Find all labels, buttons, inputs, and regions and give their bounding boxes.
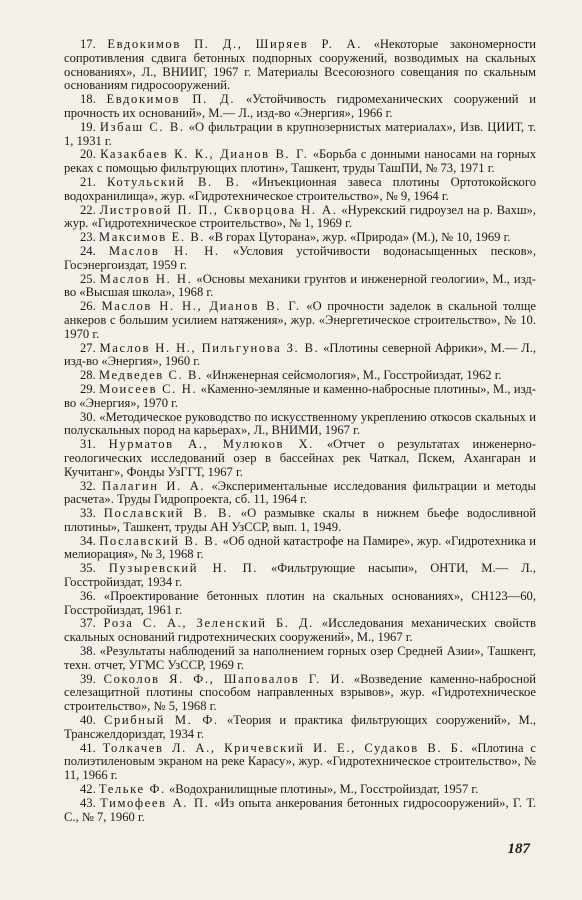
reference-item bbox=[64, 535, 536, 563]
reference-text: «Теория и практика фильтрующих сооружений», М., Трансжелдориздат, 1934 г. bbox=[64, 713, 536, 741]
reference-authors: Котульский В. В. bbox=[107, 174, 241, 189]
reference-text: «Водохранилищные плотины», М., Госстройиздат, 1957 г. bbox=[168, 782, 479, 797]
reference-item bbox=[64, 93, 536, 121]
reference-authors: Нурматов А., Мулюков Х. bbox=[108, 437, 314, 452]
reference-authors: Максимов Е. В. bbox=[98, 230, 206, 245]
reference-item bbox=[64, 590, 536, 618]
reference-item bbox=[64, 342, 536, 370]
reference-authors: Маслов Н. Н. bbox=[108, 243, 220, 258]
reference-item bbox=[64, 438, 536, 479]
reference-text: «Каменно-земляные и каменно-набросные плотины», М., изд-во «Энергия», 1970 г. bbox=[64, 381, 536, 410]
reference-text: «Отчет о результатах инженерно-геологических исследований озер в бассейнах рек Чаткал, Пскем, Ахангаран и Кучитанг», Фонды УзГГТ, 1967 г. bbox=[64, 437, 536, 479]
reference-text: «Результаты наблюдений за наполнением горных озер Средней Азии», Ташкент, техн. отчет, УГМС УзССР, 1969 г. bbox=[64, 644, 537, 672]
reference-text: «Из опыта анкерования бетонных гидросооружений», Г. Т. С., № 7, 1960 г. bbox=[64, 795, 536, 824]
reference-number: 31. bbox=[80, 437, 96, 452]
reference-number: 27. bbox=[80, 340, 96, 355]
reference-number: 34. bbox=[80, 533, 96, 548]
reference-item bbox=[64, 148, 536, 176]
reference-text: «Инъекционная завеса плотины Ортотокойского водохранилища», жур. «Гидротехническое строительство», № 9, 1964 г. bbox=[64, 174, 536, 203]
reference-item bbox=[64, 176, 536, 204]
reference-item bbox=[64, 245, 536, 273]
reference-item bbox=[64, 383, 536, 411]
reference-item bbox=[64, 121, 536, 149]
reference-authors: Маслов Н. Н. bbox=[99, 271, 193, 286]
reference-authors: Срибный М. Ф. bbox=[104, 713, 219, 728]
reference-text: «Некоторые закономерности сопротивления сдвига бетонных подпорных сооружений, возводимых на скальных основаниях», Л., ВНИИГ, 1967 г. Материалы Всесоюзного совещания по скальным основаниям гидросооружений. bbox=[64, 37, 536, 93]
reference-item bbox=[64, 369, 536, 383]
reference-text: «О прочности заделок в скальной толще анкеров с большим усилием натяжения», жур. «Энергетическое строительство», № 10. 1970 г. bbox=[64, 299, 536, 341]
reference-text: «О фильтрации в крупнозернистых материалах», Изв. ЦИИТ, т. 1, 1931 г. bbox=[64, 119, 536, 148]
reference-authors: Тельке Ф. bbox=[98, 782, 166, 797]
reference-authors: Маслов Н. Н., Пильгунова З. В. bbox=[99, 340, 320, 355]
reference-text: «Методическое руководство по искусственному укреплению откосов скальных и полускальных пород на карьерах», Л., ВНИМИ, 1967 г. bbox=[64, 409, 536, 438]
reference-item bbox=[64, 300, 536, 341]
reference-text: «Борьба с донными наносами на горных реках с помощью фильтрующих плотин», Ташкент, труды ТашПИ, № 73, 1971 г. bbox=[64, 147, 537, 176]
reference-text: «Условия устойчивости водонасыщенных песков», Госэнергоиздат, 1959 г. bbox=[64, 243, 536, 272]
reference-number: 29. bbox=[80, 381, 96, 396]
reference-authors: Казакбаев К. К., Дианов В. Г. bbox=[100, 147, 309, 162]
reference-list bbox=[64, 38, 536, 824]
reference-item bbox=[64, 797, 536, 825]
reference-number: 37. bbox=[80, 616, 96, 631]
reference-number: 35. bbox=[80, 561, 96, 576]
reference-text: «Инженерная сейсмология», М., Госстройиздат, 1962 г. bbox=[205, 368, 502, 383]
reference-text: «Возведение каменно-набросной селезащитной плотины способом направленных взрывов», жур. «Гидротехническое строительство», № 5, 1968 г. bbox=[64, 671, 537, 714]
reference-item bbox=[64, 783, 536, 797]
reference-number: 32. bbox=[80, 478, 96, 493]
page-number: 187 bbox=[507, 841, 530, 857]
reference-authors: Тимофеев А. П. bbox=[100, 795, 210, 810]
reference-authors: Палагин И. А. bbox=[102, 478, 206, 493]
reference-item bbox=[64, 714, 536, 742]
reference-text: «Плотина с полиэтиленовым экраном на реке Карасу», жур. «Гидротехническое строительство», № 11, 1966 г. bbox=[64, 740, 536, 783]
reference-item bbox=[64, 562, 536, 590]
reference-item bbox=[64, 231, 536, 245]
reference-number: 36. bbox=[80, 588, 96, 603]
reference-authors: Маслов Н. Н., Дианов В. Г. bbox=[101, 299, 301, 314]
reference-number: 18. bbox=[80, 92, 96, 107]
reference-item bbox=[64, 38, 536, 93]
reference-number: 40. bbox=[80, 713, 96, 728]
reference-number: 33. bbox=[80, 506, 96, 521]
reference-number: 26. bbox=[80, 299, 96, 314]
reference-number: 28. bbox=[80, 368, 96, 383]
reference-text: «Исследования механических свойств скальных оснований гидротехнических сооружений», М., 1967 г. bbox=[64, 616, 536, 645]
reference-number: 23. bbox=[80, 230, 96, 245]
reference-text: «Фильтрующие насыпи», ОНТИ, М.— Л., Госстройиздат, 1934 г. bbox=[64, 561, 536, 590]
reference-item bbox=[64, 480, 536, 508]
reference-authors: Соколов Я. Ф., Шаповалов Г. И. bbox=[103, 671, 346, 686]
reference-authors: Пославский В. В. bbox=[99, 533, 220, 548]
reference-authors: Медведев С. В. bbox=[98, 368, 203, 383]
reference-item bbox=[64, 617, 536, 645]
reference-authors: Евдокимов П. Д. bbox=[106, 92, 236, 107]
reference-text: «Нурекский гидроузел на р. Вахш», жур. «Гидротехническое строительство», № 1, 1969 г. bbox=[64, 202, 537, 231]
reference-number: 42. bbox=[80, 782, 96, 797]
reference-text: «Устойчивость гидромеханических сооружений и прочность их оснований», М.— Л., изд-во «Энергия», 1966 г. bbox=[64, 92, 536, 120]
reference-item bbox=[64, 204, 536, 232]
reference-text: «О размывке скалы в нижнем бьефе водосливной плотины», Ташкент, труды АН УзССР, вып. 1, 1949. bbox=[64, 506, 536, 534]
reference-text: «Об одной катастрофе на Памире», жур. «Гидротехника и мелиорация», № 3, 1968 г. bbox=[64, 533, 536, 562]
reference-number: 17. bbox=[80, 37, 96, 51]
reference-item bbox=[64, 645, 536, 673]
reference-number: 20. bbox=[80, 147, 96, 162]
reference-authors: Толкачев Л. А., Кричевский И. Е., Судаков В. Б. bbox=[102, 740, 465, 755]
reference-number: 21. bbox=[80, 174, 96, 189]
reference-authors: Евдокимов П. Д., Ширяев Р. А. bbox=[107, 37, 362, 51]
reference-authors: Листровой П. П., Скворцова Н. А. bbox=[99, 202, 338, 217]
reference-number: 43. bbox=[80, 795, 96, 810]
reference-text: «Экспериментальные исследования фильтрации и методы расчета». Труды Гидропроекта, сб. 11, 1964 г. bbox=[64, 478, 536, 507]
reference-number: 38. bbox=[80, 644, 96, 659]
reference-authors: Моисеев С. Н. bbox=[99, 381, 198, 396]
reference-item bbox=[64, 273, 536, 301]
reference-number: 19. bbox=[80, 119, 96, 134]
reference-item bbox=[64, 507, 536, 535]
reference-authors: Роза С. А., Зеленский Б. Д. bbox=[103, 616, 314, 631]
reference-text: «Основы механики грунтов и инженерной геологии», М., изд-во «Высшая школа», 1968 г. bbox=[64, 271, 536, 300]
reference-item bbox=[64, 411, 536, 439]
reference-number: 24. bbox=[80, 243, 96, 258]
reference-text: «Плотины северной Африки», М.— Л., изд-во «Энергия», 1960 г. bbox=[64, 340, 537, 369]
reference-number: 41. bbox=[80, 740, 96, 755]
reference-number: 25. bbox=[80, 271, 96, 286]
reference-number: 22. bbox=[80, 202, 96, 217]
reference-item bbox=[64, 742, 536, 783]
reference-authors: Пузыревский Н. П. bbox=[108, 561, 259, 576]
reference-text: «В горах Цуторана», жур. «Природа» (М.), № 10, 1969 г. bbox=[208, 230, 511, 245]
reference-authors: Пославский В. В. bbox=[103, 506, 233, 521]
reference-text: «Проектирование бетонных плотин на скальных основаниях», СН123—60, Госстройиздат, 1961 г. bbox=[64, 588, 536, 617]
reference-number: 39. bbox=[80, 671, 96, 686]
reference-authors: Избаш С. В. bbox=[99, 119, 185, 134]
reference-number: 30. bbox=[80, 409, 96, 424]
reference-item bbox=[64, 673, 536, 714]
